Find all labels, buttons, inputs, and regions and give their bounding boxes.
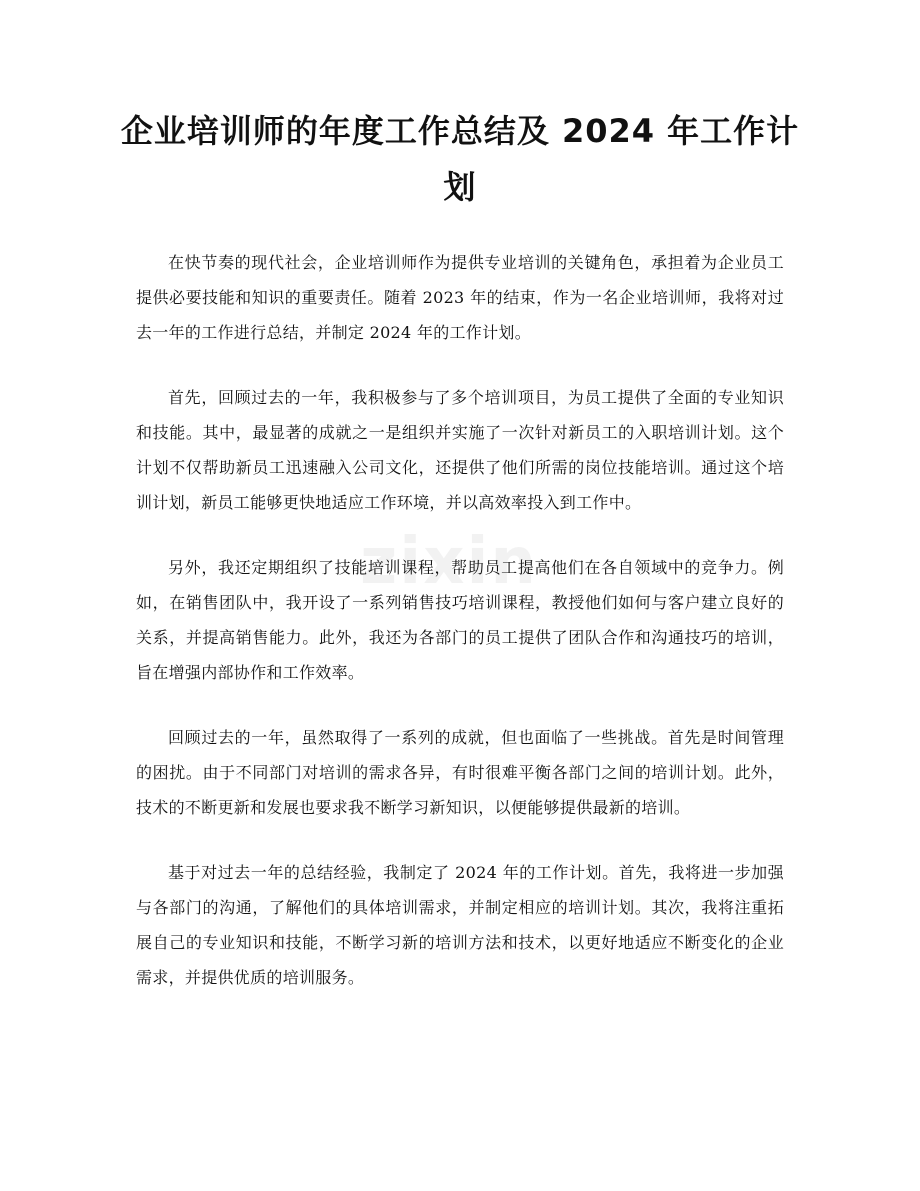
paragraph-challenges: 回顾过去的一年，虽然取得了一系列的成就，但也面临了一些挑战。首先是时间管理的困扰。由于不同部门对培训的需求各异，有时很难平衡各部门之间的培训计划。此外，技术的不断更新和发展也要求我不断学习新知识，以便能够提供最新的培训。 [136, 728, 784, 817]
paragraph-review-onboarding: 首先，回顾过去的一年，我积极参与了多个培训项目，为员工提供了全面的专业知识和技能。其中，最显著的成就之一是组织并实施了一次针对新员工的入职培训计划。这个计划不仅帮助新员工迅速融入公司文化，还提供了他们所需的岗位技能培训。通过这个培训计划，新员工能够更快地适应工作环境，并以高效率投入到工作中。 [136, 388, 784, 512]
paragraph-intro: 在快节奏的现代社会，企业培训师作为提供专业培训的关键角色，承担着为企业员工提供必要技能和知识的重要责任。随着 2023 年的结束，作为一名企业培训师，我将对过去一年的工作进行总结，并制定 2024 年的工作计划。 [136, 253, 784, 342]
document-body [136, 245, 784, 1025]
document-title: 企业培训师的年度工作总结及 2024 年工作计划 [120, 112, 800, 206]
paragraph-skills-training: 另外，我还定期组织了技能培训课程，帮助员工提高他们在各自领域中的竞争力。例如，在销售团队中，我开设了一系列销售技巧培训课程，教授他们如何与客户建立良好的关系，并提高销售能力。此外，我还为各部门的员工提供了团队合作和沟通技巧的培训，旨在增强内部协作和工作效率。 [136, 558, 784, 682]
paragraph-2024-plan: 基于对过去一年的总结经验，我制定了 2024 年的工作计划。首先，我将进一步加强与各部门的沟通，了解他们的具体培训需求，并制定相应的培训计划。其次，我将注重拓展自己的专业知识和技能，不断学习新的培训方法和技术，以更好地适应不断变化的企业需求，并提供优质的培训服务。 [136, 863, 784, 987]
watermark: zixin [360, 525, 538, 599]
